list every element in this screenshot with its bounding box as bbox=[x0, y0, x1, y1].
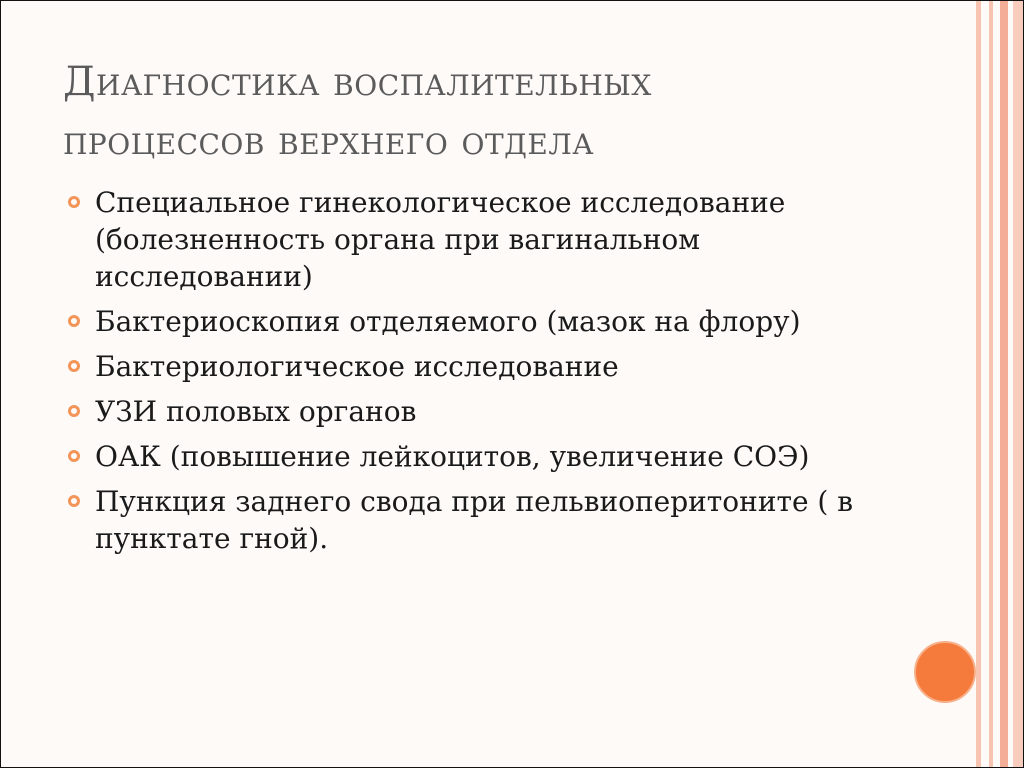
list-item-text: Бактериоскопия отделяемого (мазок на флору) bbox=[95, 305, 801, 338]
stripe bbox=[976, 1, 981, 767]
slide-title-line-2: процессов верхнего отдела bbox=[63, 118, 594, 164]
slide-title-line-1: Диагностика воспалительных bbox=[63, 59, 652, 105]
stripe bbox=[1013, 1, 1024, 767]
list-item-text: УЗИ половых органов bbox=[95, 395, 417, 428]
bullet-icon bbox=[68, 495, 80, 507]
list-item-text: Специальное гинекологическое исследование (болезненность органа при вагинальном исследовании) bbox=[95, 186, 786, 293]
decorative-circle bbox=[914, 641, 976, 703]
list-item bbox=[65, 348, 925, 385]
stripe bbox=[1000, 1, 1008, 767]
list-item bbox=[65, 438, 925, 475]
bullet-icon bbox=[68, 315, 80, 327]
slide-title bbox=[63, 53, 923, 171]
list-item bbox=[65, 184, 925, 295]
list-item-text: Бактериологическое исследование bbox=[95, 350, 619, 383]
stripe bbox=[989, 1, 993, 767]
bullet-icon bbox=[68, 405, 80, 417]
bullet-icon bbox=[68, 196, 80, 208]
bullet-icon bbox=[68, 360, 80, 372]
list-item bbox=[65, 393, 925, 430]
list-item-text: ОАК (повышение лейкоцитов, увеличение СОЭ) bbox=[95, 440, 810, 473]
list-item bbox=[65, 303, 925, 340]
bullet-icon bbox=[68, 450, 80, 462]
bullet-list bbox=[65, 184, 925, 565]
decorative-stripes bbox=[976, 1, 1024, 767]
list-item-text: Пункция заднего свода при пельвиоперитоните ( в пунктате гной). bbox=[95, 485, 854, 555]
list-item bbox=[65, 483, 925, 557]
